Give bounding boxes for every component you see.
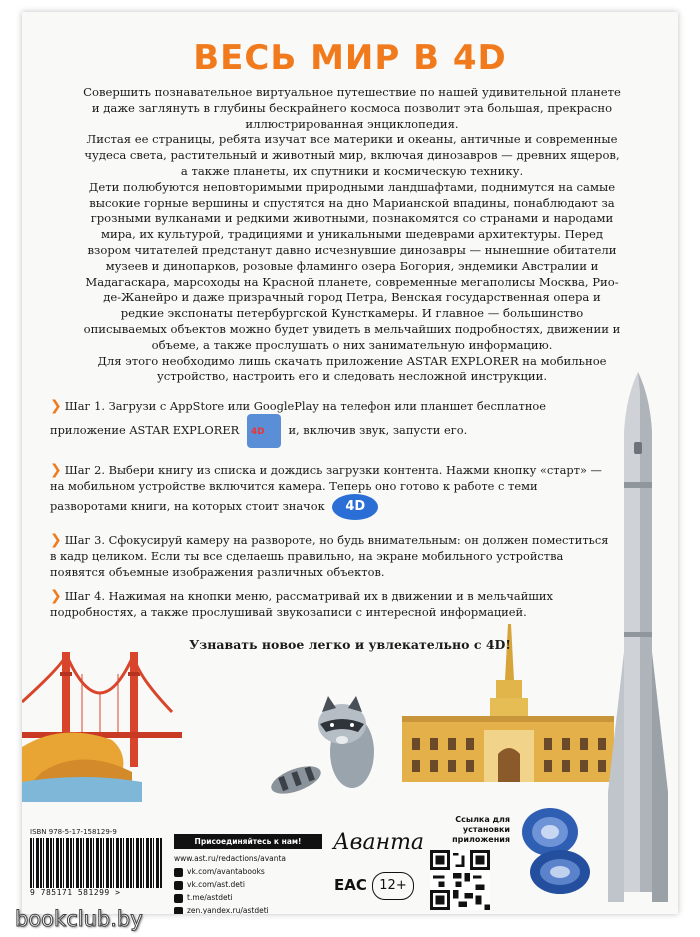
social-link[interactable]: vk.com/ast.deti [174,878,322,891]
telegram-icon [174,894,183,903]
watermark: bookclub.by [15,907,143,931]
chevron-right-icon: ❯ [50,588,62,604]
social-link[interactable]: www.ast.ru/redactions/avanta [174,854,287,863]
step-4-text: Шаг 4. Нажимая на кнопки меню, рассматривай их в движении и в мельчайших подробностях, а также прослушивай звукозаписи с интересной информацией. [50,589,553,619]
chevron-right-icon: ❯ [50,532,62,548]
vk-icon [174,881,183,890]
isbn-label: ISBN 978-5-17-158129-9 [30,828,117,836]
step-1 [50,398,610,448]
age-rating-badge: 12+ [372,872,414,900]
intro-paragraph: Дети полюбуются неповторимыми природными ландшафтами, поднимутся на самые высокие горные вершины и спустятся на дно Марианской впадины, понаблюдают за грозными вулканами и редкими животными, познакомятся со странами и народами мира, их культурой, традициями и уникальными шедеврами архитектуры. Перед взором читателей предстанут давно исчезнувшие динозавры — нынешние обитатели музеев и динопарков, розовые фламинго озера Богория, эндемики Австралии и Мадагаскара, марсоходы на Красной планете, современные мегаполисы Москва, Рио-де-Жанейро и даже призрачный город Петра, Венская государственная опера и редкие экспонаты петербургской Кунсткамеры. И главное — большинство описываемых объектов можно будет увидеть в мельчайших подробностях, движении и объеме, а также прослушать о них занимательную информацию. [83,179,621,352]
slogan: Узнавать новое легко и увлекательно с 4D! [189,637,511,652]
barcode [30,838,162,888]
zen-icon [174,907,183,915]
step-1-text: Шаг 1. Загрузи с AppStore или GooglePlay на телефон или планшет бесплатное приложение ASTAR EXPLORER [50,399,547,437]
intro-paragraph: Совершить познавательное виртуальное путешествие по нашей удивительной планете и даже заглянуть в глубины бескрайнего космоса позволит эта большая, прекрасно иллюстрированная энциклопедия. [83,85,621,131]
social-link[interactable]: t.me/astdeti [174,891,322,904]
intro-paragraph: Листая ее страницы, ребята изучат все материки и океаны, античные и современные чудеса света, растительный и животный мир, включая динозавров — древних ящеров, а также планеты, их спутники и космическую технику. [84,132,620,178]
app-icon-label: 4D [250,427,265,437]
eac-mark: ЕАС [334,876,367,894]
app-link-label: Ссылка для установки приложения [452,815,510,844]
step-3 [50,532,610,580]
social-link[interactable]: vk.com/avantabooks [174,865,322,878]
step-2 [50,462,610,520]
page-title: ВЕСЬ МИР В 4D [193,38,507,78]
step-3-text: Шаг 3. Сфокусируй камеру на развороте, но будь внимательным: он должен поместиться в кадр целиком. Если ты все сделаешь правильно, на экране мобильного устройства появятся объемные изображения различных объектов. [50,533,609,579]
golden-gate-bridge-illustration [22,652,182,802]
social-links [174,834,322,914]
barcode-number: 9 785171 581299 > [30,888,121,897]
geode-illustration [522,808,590,894]
step-1-tail: и, включив звук, запусти его. [288,423,468,437]
social-link[interactable]: zen.yandex.ru/astdeti [174,904,322,914]
intro-paragraph: Для этого необходимо лишь скачать приложение ASTAR EXPLORER на мобильное устройство, настроить его и следовать несложной инструкции. [97,353,607,384]
vk-icon [174,868,183,877]
book-back-cover [22,12,678,914]
social-header: Присоединяйтесь к нам! [174,834,322,849]
publisher-logo: Аванта [333,830,425,855]
intro-text [82,85,622,385]
4d-badge-icon: 4D [332,494,378,520]
isbn-block [30,828,170,897]
astar-explorer-app-icon [247,414,281,448]
step-4 [50,588,610,620]
chevron-right-icon: ❯ [50,462,62,478]
step-2-text: Шаг 2. Выбери книгу из списка и дождись загрузки контента. Нажми кнопку «старт» — на мобильном устройстве включится камера. Теперь оно готово к работе с теми разворотами книги, на которых стоит значок [50,463,602,513]
raccoon-illustration [268,696,374,799]
chevron-right-icon: ❯ [50,398,62,414]
qr-code[interactable] [430,850,490,910]
